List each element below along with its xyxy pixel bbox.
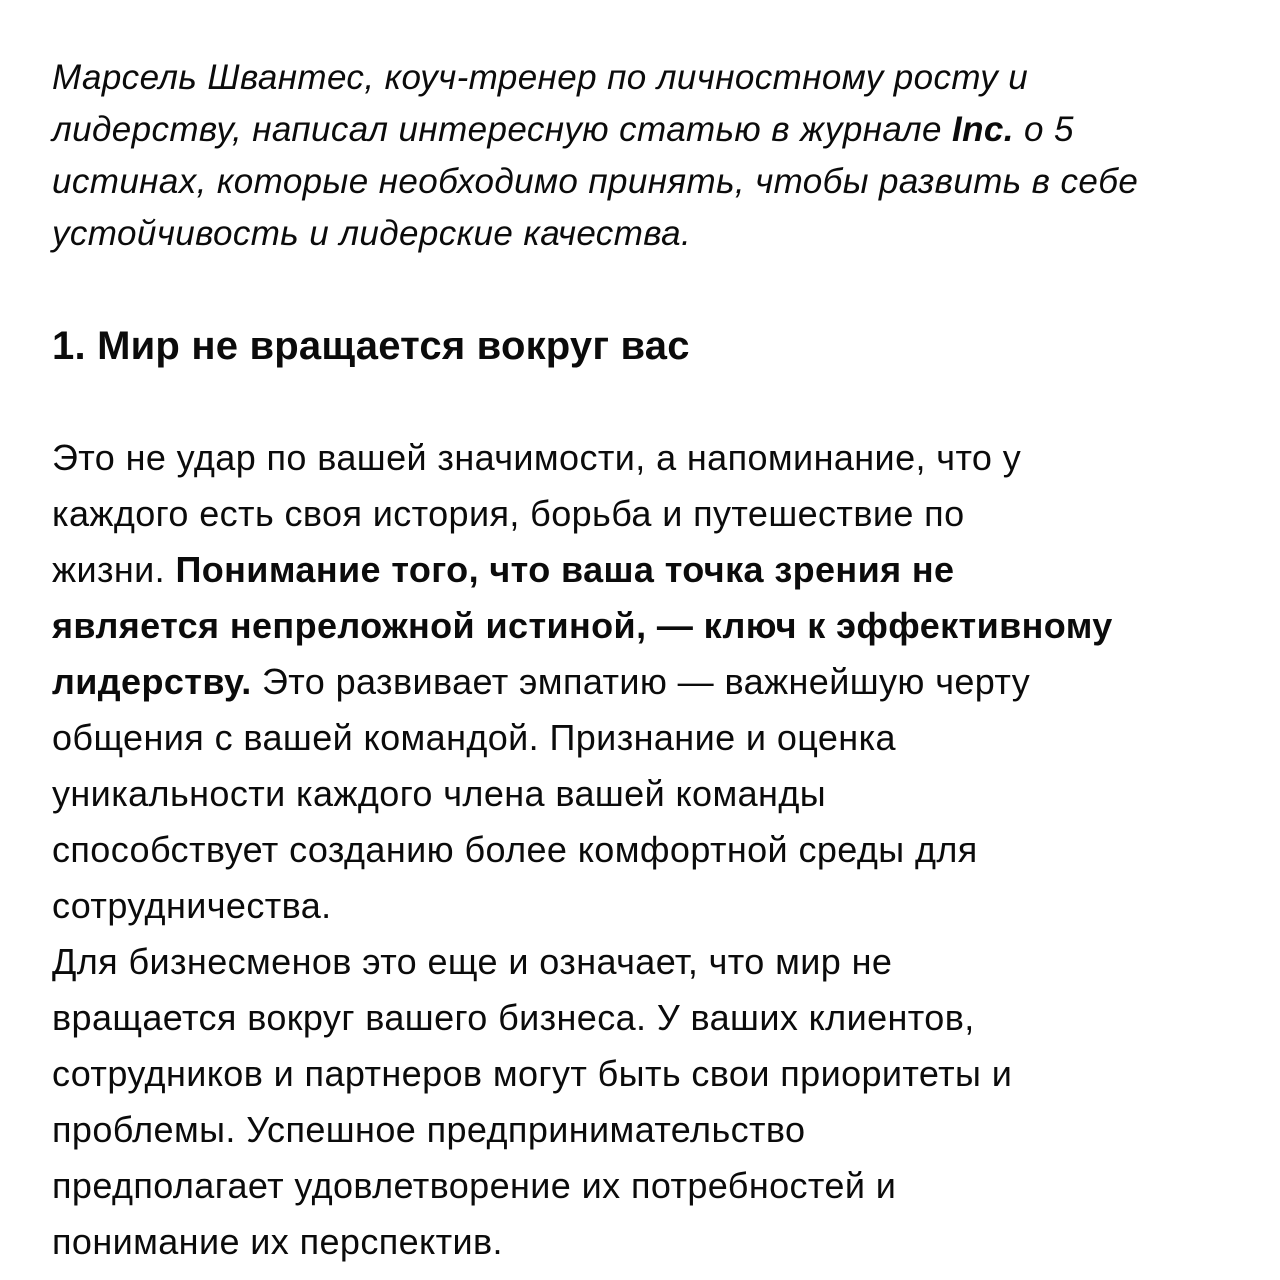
section-heading: 1. Мир не вращается вокруг вас	[52, 324, 690, 368]
text-segment: о 5	[1013, 110, 1074, 149]
text-segment: каждого есть своя история, борьба и путешествие по	[52, 493, 965, 534]
text-segment: сотрудников и партнеров могут быть свои приоритеты и	[52, 1053, 1013, 1094]
body-paragraph	[52, 934, 1228, 1270]
text-segment: общения с вашей командой. Признание и оценка	[52, 717, 896, 758]
text-segment: Это развивает эмпатию — важнейшую черту	[251, 661, 1031, 702]
text-segment: жизни.	[52, 549, 176, 590]
text-segment: вращается вокруг вашего бизнеса. У ваших клиентов,	[52, 997, 975, 1038]
text-segment: Для бизнесменов это еще и означает, что мир не	[52, 941, 893, 982]
intro-paragraph	[52, 52, 1228, 260]
text-segment: проблемы. Успешное предпринимательство	[52, 1109, 806, 1150]
text-segment: понимание их перспектив.	[52, 1221, 503, 1262]
text-segment: Inc.	[951, 110, 1014, 149]
text-segment: сотрудничества.	[52, 885, 332, 926]
text-segment: истинах, которые необходимо принять, чтобы развить в себе	[52, 162, 1139, 201]
body-text	[52, 430, 1228, 1270]
text-segment: устойчивость и лидерские качества.	[52, 214, 692, 253]
text-segment: Понимание того, что ваша точка зрения не	[175, 549, 955, 590]
text-segment: является непреложной истиной, — ключ к эффективному	[52, 605, 1113, 646]
text-segment: лидерству.	[52, 661, 252, 702]
text-segment: лидерству, написал интересную статью в журнале	[52, 110, 952, 149]
text-segment: Это не удар по вашей значимости, а напоминание, что у	[52, 437, 1022, 478]
text-segment: предполагает удовлетворение их потребностей и	[52, 1165, 897, 1206]
body-paragraph	[52, 430, 1228, 934]
text-segment: Марсель Швантес, коуч-тренер по личностному росту и	[52, 58, 1029, 97]
text-segment: уникальности каждого члена вашей команды	[52, 773, 827, 814]
text-segment: способствует созданию более комфортной среды для	[52, 829, 978, 870]
